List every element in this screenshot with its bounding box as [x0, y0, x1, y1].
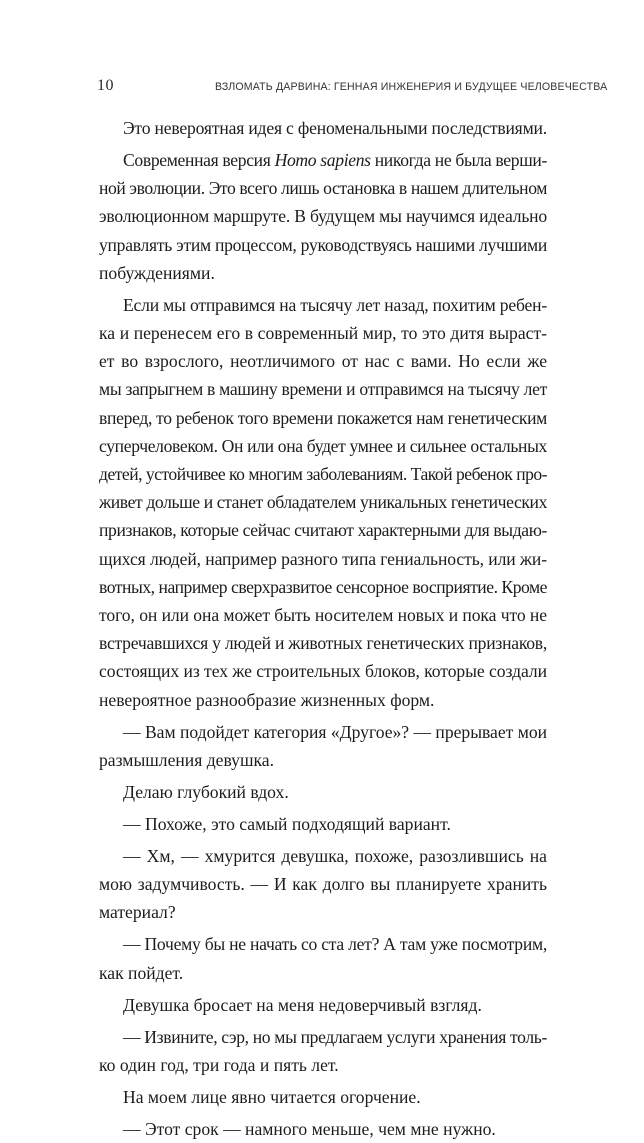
- text-line: ко один год, три года и пять лет.: [99, 1055, 339, 1076]
- text-line: щихся людей, например разного типа гениальность, или жи-: [99, 548, 547, 569]
- text-line: — Этот срок — намного меньше, чем мне нужно.: [123, 1119, 496, 1140]
- text-line: вперед, то ребенок того времени покажется нам генетическим: [99, 407, 547, 428]
- text-line: На моем лице явно читается огорчение.: [123, 1087, 421, 1108]
- text-line: детей, устойчивее ко многим заболеваниям. Такой ребенок про-: [99, 464, 548, 485]
- body-text: [99, 114, 547, 1143]
- text-line: — Извините, сэр, но мы предлагаем услуги хранения толь-: [123, 1026, 547, 1047]
- text-line: [99, 146, 547, 174]
- text-line: живет дольше и станет обладателем уникальных генетических: [99, 492, 547, 513]
- text-line: Это невероятная идея с феноменальными последствиями.: [123, 118, 547, 138]
- page-number: 10: [97, 77, 114, 94]
- text-line: признаков, которые сейчас считают характерными для выдаю-: [99, 520, 547, 541]
- text-line: Девушка бросает на меня недоверчивый взгляд.: [123, 994, 482, 1015]
- text-line: материал?: [99, 902, 176, 923]
- text-line: размышления девушка.: [99, 749, 275, 770]
- text-line: мы запрыгнем в машину времени и отправимся на тысячу лет: [99, 379, 547, 400]
- text-line: встречавшихся у людей и животных генетических признаков,: [99, 633, 547, 654]
- text-line: — Хм, — хмурится девушка, похоже, разозлившись на: [123, 846, 547, 867]
- text-line: мою задумчивость. — И как долго вы планируете хранить: [99, 874, 547, 895]
- running-head: ВЗЛОМАТЬ ДАРВИНА: ГЕННАЯ ИНЖЕНЕРИЯ И БУДУЩЕЕ ЧЕЛОВЕЧЕСТВА: [215, 81, 608, 93]
- text-line: невероятное разнообразие жизненных форм.: [99, 689, 435, 710]
- text-line: как пойдет.: [99, 962, 184, 983]
- text-line: — Вам подойдет категория «Другое»? — прерывает мои: [123, 721, 548, 742]
- text-line: Если мы отправимся на тысячу лет назад, похитим ребен-: [123, 294, 547, 315]
- text-line: эволюционном маршруте. В будущем мы научимся идеально: [99, 206, 547, 227]
- text-line: побуждениями.: [99, 262, 215, 283]
- text-line: управлять этим процессом, руководствуясь нашими лучшими: [99, 234, 547, 255]
- text-line: состоящих из тех же строительных блоков, которые создали: [99, 661, 547, 682]
- text-line: суперчеловеком. Он или она будет умнее и сильнее остальных: [99, 435, 547, 456]
- text-line: вотных, например сверхразвитое сенсорное восприятие. Кроме: [99, 576, 548, 597]
- text-line: Делаю глубокий вдох.: [123, 781, 289, 802]
- text-line: ет во взрослого, неотличимого от нас с вами. Но если же: [99, 351, 547, 372]
- text-line: ной эволюции. Это всего лишь остановка в нашем длительном: [99, 178, 547, 199]
- text-line: — Похоже, это самый подходящий вариант.: [123, 813, 451, 834]
- text-line: — Почему бы не начать со ста лет? А там уже посмотрим,: [123, 934, 547, 955]
- text-line: того, он или она может быть носителем новых и пока что не: [99, 604, 547, 625]
- text-fragment: Современная версия: [123, 150, 275, 171]
- italic-term: Homo sapiens: [274, 150, 371, 171]
- text-fragment: никогда не была верши-: [370, 150, 548, 171]
- text-line: ка и перенесем его в современный мир, то это дитя выраст-: [99, 323, 547, 344]
